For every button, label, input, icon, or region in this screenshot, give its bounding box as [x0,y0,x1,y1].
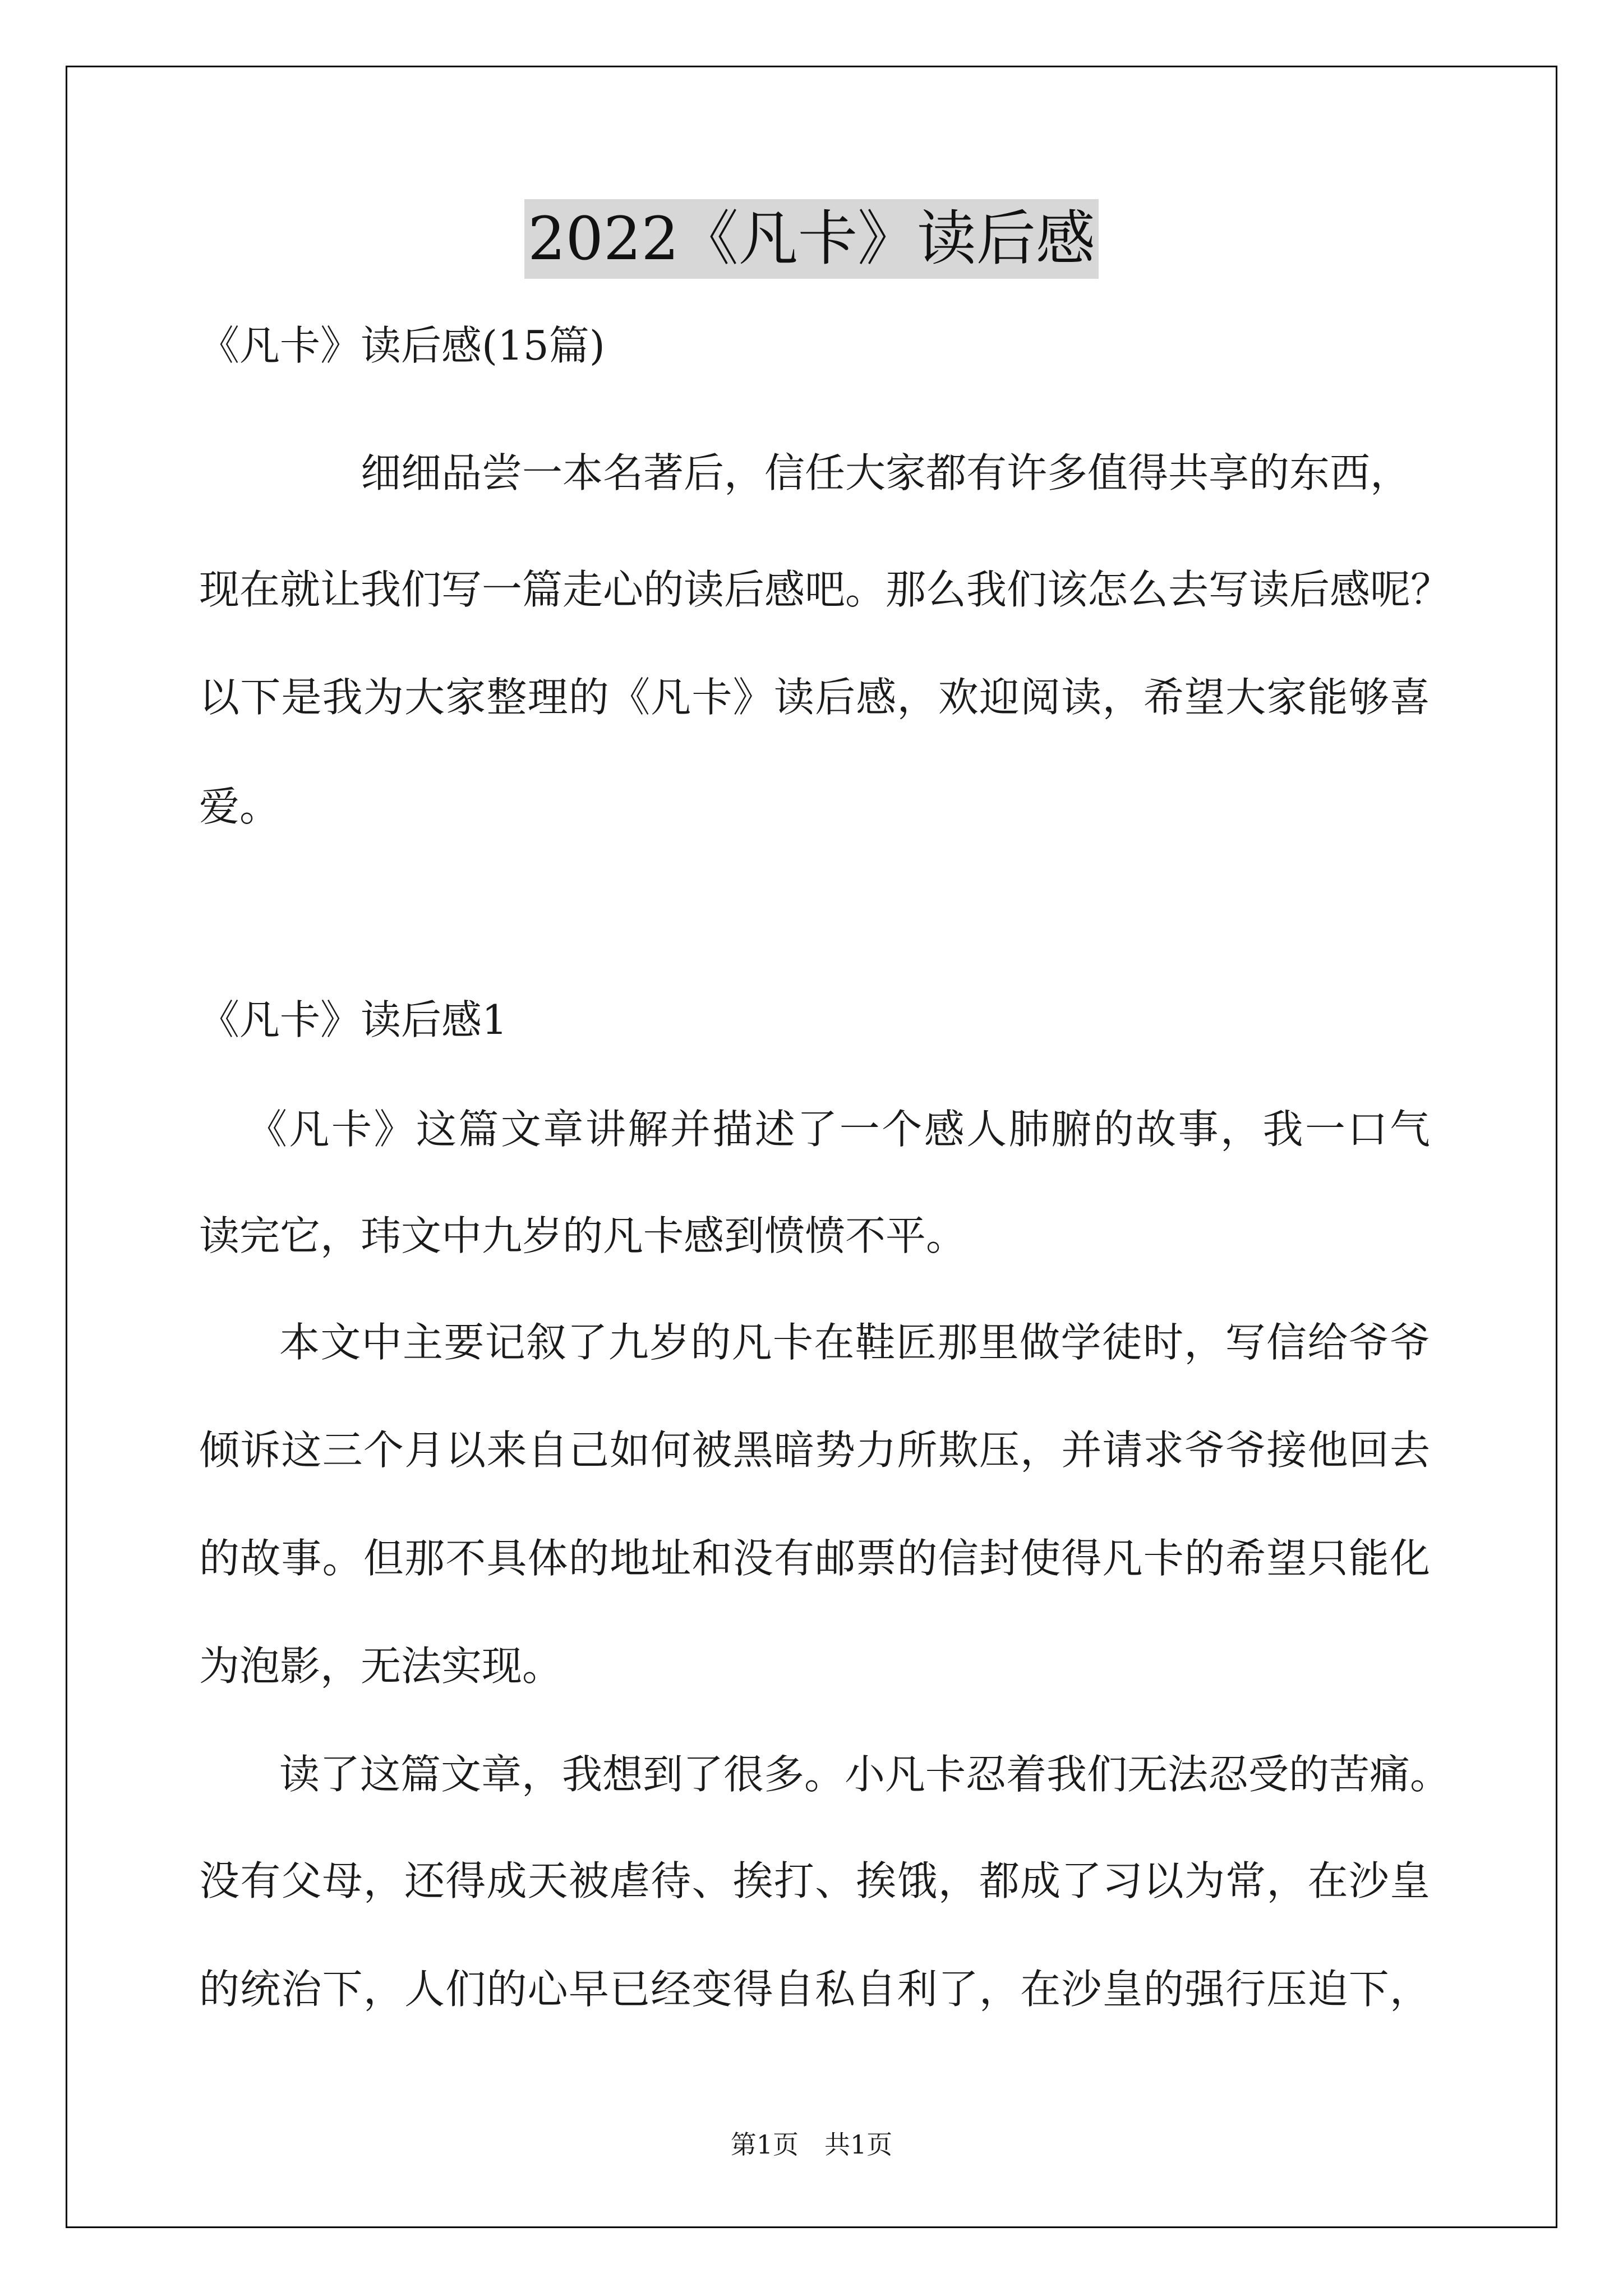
document-title: 2022《凡卡》读后感 [524,199,1099,279]
intro-line: 细细品尝一本名著后，信任大家都有许多值得共享的东西， [361,449,1411,496]
paragraph-line: 的统治下，人们的心早已经变得自私自利了，在沙皇的强行压迫下， [199,1966,1430,2013]
paragraph-line: 倾诉这三个月以来自己如何被黑暗势力所欺压，并请求爷爷接他回去 [199,1427,1430,1474]
intro-line: 爱。 [199,783,280,830]
paragraph-line: 没有父母，还得成天被虐待、挨打、挨饿，都成了习以为常，在沙皇 [199,1857,1430,1904]
paragraph-line: 的故事。但那不具体的地址和没有邮票的信封使得凡卡的希望只能化 [199,1535,1430,1582]
intro-line: 现在就让我们写一篇走心的读后感吧。那么我们该怎么去写读后感呢？ [199,566,1451,613]
paragraph-line: 读完它，玮文中九岁的凡卡感到愤愤不平。 [199,1212,967,1259]
paragraph-line: 本文中主要记叙了九岁的凡卡在鞋匠那里做学徒时，写信给爷爷 [279,1319,1430,1366]
intro-line: 以下是我为大家整理的《凡卡》读后感，欢迎阅读，希望大家能够喜 [199,674,1430,721]
section-heading: 《凡卡》读后感1 [199,996,508,1043]
page-footer: 第1页 共1页 [730,2129,893,2160]
paragraph-line: 读了这篇文章，我想到了很多。小凡卡忍着我们无法忍受的苦痛。 [279,1751,1451,1798]
title-container [0,199,1623,279]
paragraph-line: 为泡影，无法实现。 [199,1642,563,1690]
document-subtitle: 《凡卡》读后感(15篇) [199,322,605,369]
paragraph-line: 《凡卡》这篇文章讲解并描述了一个感人肺腑的故事，我一口气 [247,1106,1430,1153]
